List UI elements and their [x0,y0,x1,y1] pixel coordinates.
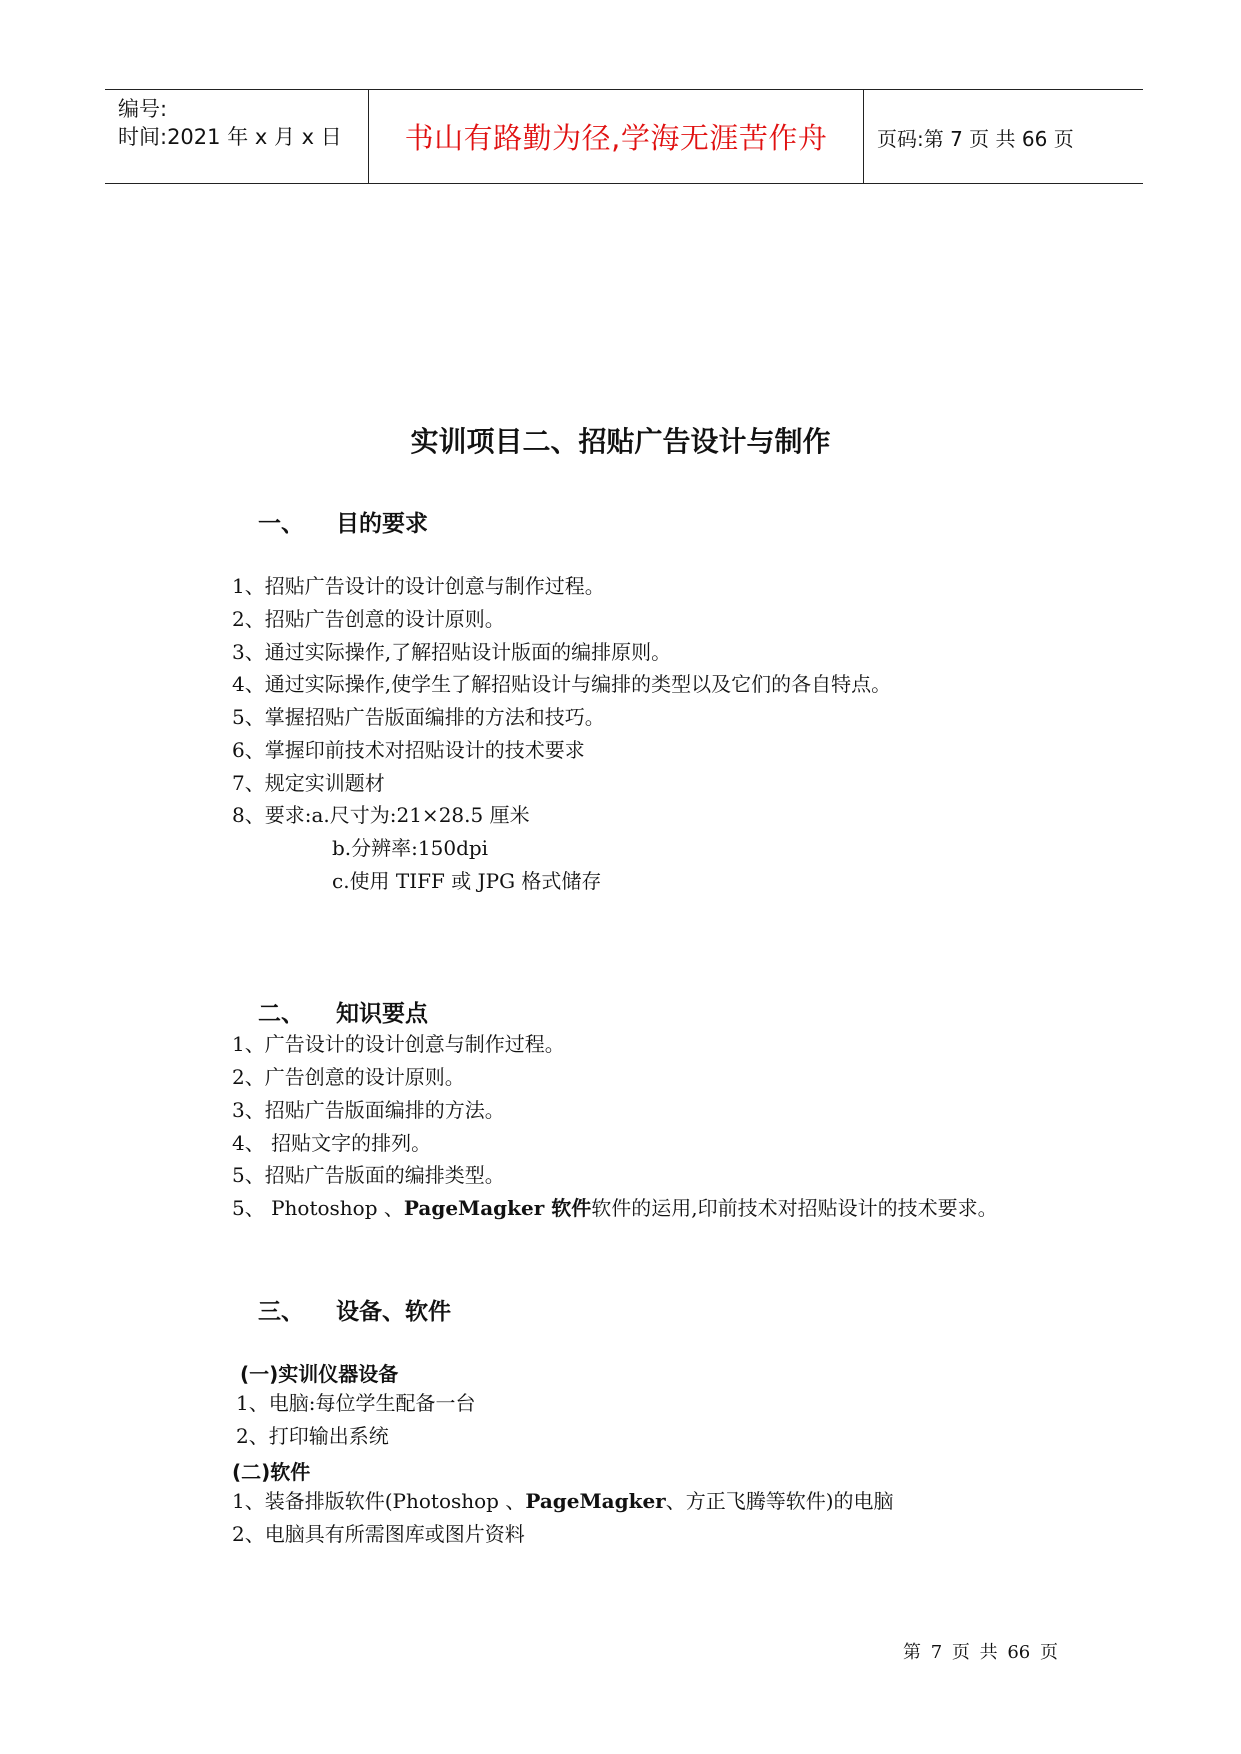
header-meta-cell [105,90,369,183]
header-motto: 书山有路勤为径,学海无涯苦作舟 [404,121,828,155]
list-item: 3、通过实际操作,了解招贴设计版面的编排原则。 [232,640,672,664]
list-item: 2、打印输出系统 [236,1424,389,1448]
list-item-text: 软件的运用,印前技术对招贴设计的技术要求。 [591,1196,998,1220]
section-heading-2 [258,995,428,1028]
section-number: 二、 [258,1001,304,1027]
list-item: 6、掌握印前技术对招贴设计的技术要求 [232,738,585,762]
list-item-text: 、方正飞腾等软件)的电脑 [665,1489,894,1513]
list-item: 2、招贴广告创意的设计原则。 [232,607,505,631]
section-title: 目的要求 [336,511,428,537]
document-time-label: 时间:2021 年 x 月 x 日 [118,125,342,149]
list-item: 1、招贴广告设计的设计创意与制作过程。 [232,574,605,598]
section-number: 三、 [258,1299,304,1325]
subsection-heading-2: (二)软件 [232,1460,311,1484]
document-number-label: 编号: [118,97,168,121]
list-item: 5、招贴广告版面的编排类型。 [232,1163,505,1187]
section-number: 一、 [258,511,304,537]
header-page-label: 页码:第 7 页 共 66 页 [877,127,1074,151]
list-item: 1、广告设计的设计创意与制作过程。 [232,1032,565,1056]
list-item-bold-text: PageMagker 软件 [403,1196,592,1220]
list-item: 2、广告创意的设计原则。 [232,1065,465,1089]
list-item: 7、规定实训题材 [232,771,385,795]
list-item: 8、要求:a.尺寸为:21×28.5 厘米 [232,803,530,827]
header-table [105,89,1143,184]
list-item: 2、电脑具有所需图库或图片资料 [232,1522,525,1546]
list-item: 5、掌握招贴广告版面编排的方法和技巧。 [232,705,605,729]
list-item-text: 5、 Photoshop 、 [232,1196,404,1220]
section-title: 知识要点 [336,1001,428,1027]
list-item [232,1489,894,1513]
list-item: 4、 招贴文字的排列。 [232,1131,432,1155]
section-title: 设备、软件 [336,1299,451,1325]
list-item: 1、电脑:每位学生配备一台 [236,1391,476,1415]
page-footer: 第 7 页 共 66 页 [903,1642,1058,1663]
header-page-cell [865,90,1143,183]
list-item: 3、招贴广告版面编排的方法。 [232,1098,505,1122]
section-heading-3 [258,1293,451,1326]
list-item-text: 1、装备排版软件(Photoshop 、 [232,1489,526,1513]
list-item: 4、通过实际操作,使学生了解招贴设计与编排的类型以及它们的各自特点。 [232,672,892,696]
list-item: c.使用 TIFF 或 JPG 格式储存 [332,869,602,893]
header-motto-cell [369,90,864,183]
section-heading-1 [258,505,428,538]
list-item-bold-text: PageMagker [525,1489,666,1513]
subsection-heading-1: (一)实训仪器设备 [240,1362,399,1386]
page-title: 实训项目二、招贴广告设计与制作 [410,425,831,458]
list-item [232,1196,998,1220]
list-item: b.分辨率:150dpi [332,836,489,860]
